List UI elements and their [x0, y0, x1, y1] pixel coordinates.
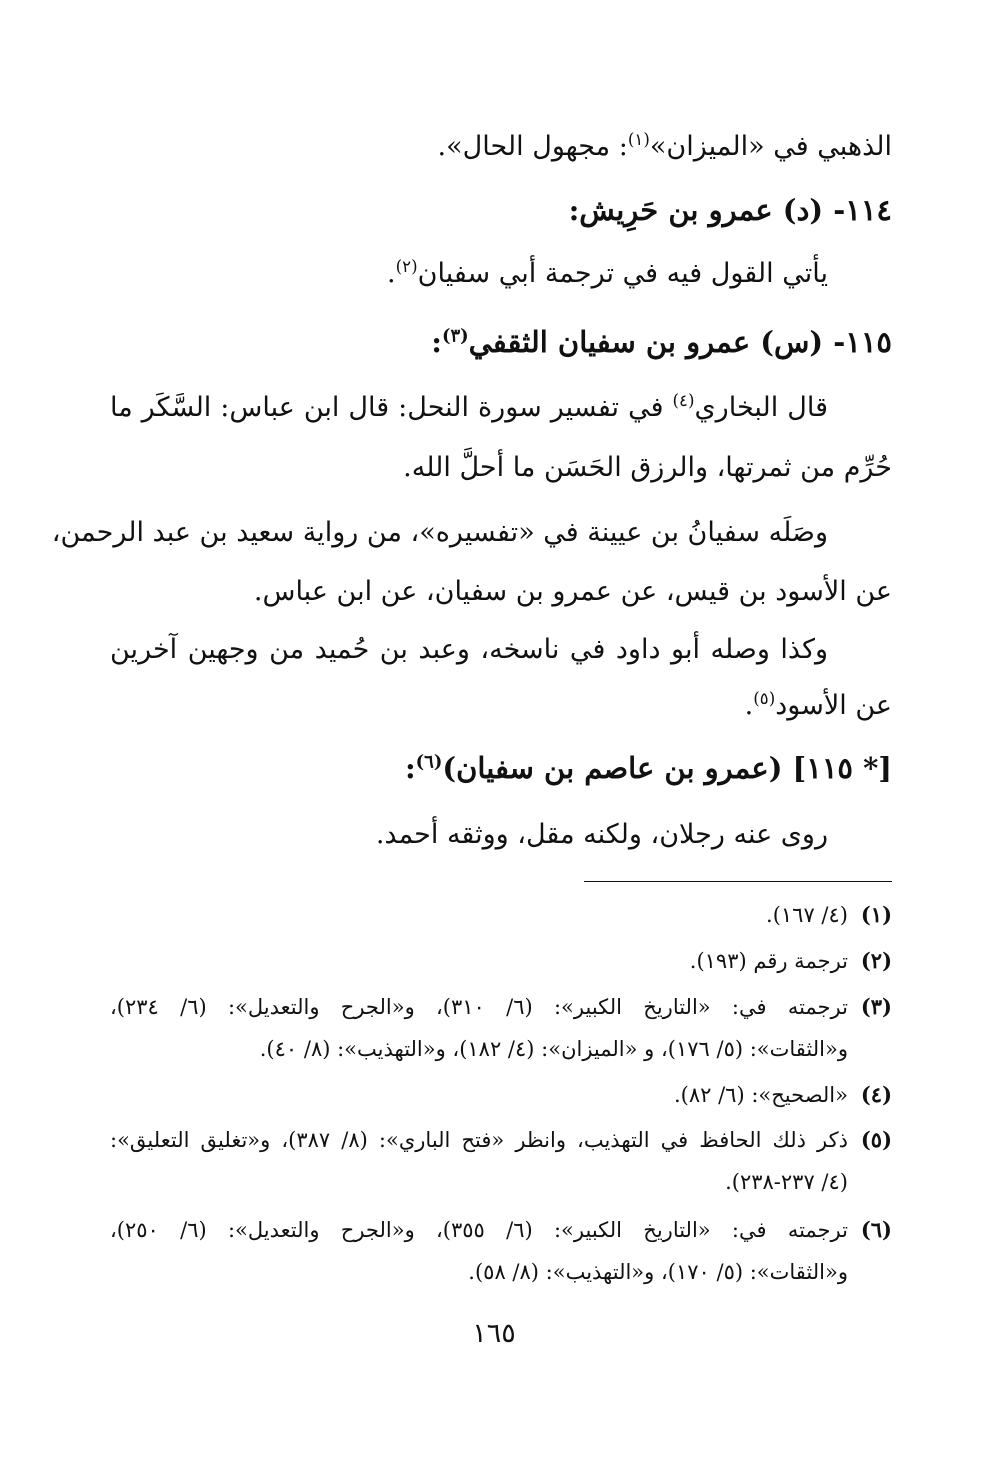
footnote-text: (٤/ ١٦٧).: [766, 903, 848, 927]
text: الذهبي في «الميزان»: [649, 131, 892, 162]
footnote-6: [110, 1214, 892, 1246]
footnote-text: ترجمة رقم (١٩٣).: [689, 949, 848, 973]
footnote-text: و«الثقات»: (٥/ ١٧٠)، و«التهذيب»: (٨/ ٥٨).: [468, 1260, 848, 1284]
entry-heading-115-star: [405, 748, 892, 788]
footnote-text: ذكر ذلك الحافظ في التهذيب، وانظر «فتح الباري»: (٨/ ٣٨٧)، و«تغليق التعليق»:: [110, 1128, 848, 1152]
entry-title: [* ١١٥] (عمرو بن عاصم بن سفيان): [442, 751, 892, 785]
footnote-6-continuation: [468, 1256, 848, 1288]
text: في تفسير سورة النحل: قال ابن عباس: السَّكَر ما: [110, 392, 673, 423]
text: وكذا وصله أبو داود في ناسخه، وعبد بن حُميد من وجهين آخرين: [110, 634, 828, 665]
text-line-12: [376, 815, 828, 855]
footnote-2: [690, 945, 892, 977]
text-line-9: [110, 630, 828, 670]
footnote-5: [110, 1124, 892, 1156]
text: حُرِّم من ثمرتها، والرزق الحَسَن ما أحلَّ الله.: [403, 452, 892, 483]
footnote-3-continuation: [260, 1033, 848, 1065]
footnote-number: (٢): [860, 948, 892, 973]
footnote-number: (٦): [860, 1217, 892, 1242]
footnote-ref-5: (٥): [753, 688, 776, 708]
text: :: [431, 325, 442, 359]
entry-number: ١١٤-: [833, 193, 892, 227]
footnote-number: (١): [860, 902, 892, 927]
footnote-number: (٣): [860, 994, 892, 1019]
footnote-ref-1: (١): [627, 129, 650, 149]
entry-title: (س) عمرو بن سفيان الثقفي: [468, 325, 824, 359]
footnote-text: ترجمته في: «التاريخ الكبير»: (٦/ ٣٥٥)، و«الجرح والتعديل»: (٦/ ٢٥٠)،: [110, 1218, 848, 1242]
page-number: ١٦٥: [472, 1318, 516, 1349]
entry-number: ١١٥-: [833, 325, 892, 359]
text: روى عنه رجلان، ولكنه مقل، ووثقه أحمد.: [375, 819, 828, 850]
footnote-5-continuation: [725, 1166, 848, 1198]
footnote-separator: [584, 881, 892, 882]
text: وصَلَه سفيانُ بن عيينة في «تفسيره»، من رواية سعيد بن عبد الرحمن،: [51, 517, 828, 548]
entry-title: (د) عمرو بن حَرِيش:: [568, 193, 824, 227]
text: يأتي القول فيه في ترجمة أبي سفيان: [417, 258, 828, 289]
footnote-ref-2: (٢): [395, 256, 418, 276]
text: .: [744, 690, 754, 721]
text-line-1: [438, 127, 892, 167]
text: عن الأسود بن قيس، عن عمرو بن سفيان، عن ابن عباس.: [253, 576, 892, 607]
footnote-text: و«الثقات»: (٥/ ١٧٦)، و «الميزان»: (٤/ ١٨٢)، و«التهذيب»: (٨/ ٤٠).: [259, 1037, 848, 1061]
footnote-ref-4: (٤): [672, 390, 695, 410]
footnote-1: [766, 899, 892, 931]
footnote-number: (٥): [860, 1127, 892, 1152]
text: .: [387, 258, 396, 289]
entry-heading-115: [431, 322, 892, 362]
footnote-text: ترجمته في: «التاريخ الكبير»: (٦/ ٣١٠)، و«الجرح والتعديل»: (٦/ ٢٣٤)،: [110, 995, 848, 1019]
text-line-6: [403, 448, 892, 488]
text-line-3: [387, 254, 828, 294]
text-line-7: [51, 513, 828, 553]
footnote-4: [674, 1079, 892, 1111]
text: :: [404, 751, 416, 785]
footnote-text: «الصحيح»: (٦/ ٨٢).: [673, 1083, 848, 1107]
entry-heading-114: [569, 190, 892, 230]
footnote-number: (٤): [860, 1082, 892, 1107]
text-line-8: [254, 572, 892, 612]
text: قال البخاري: [694, 392, 828, 423]
footnote-ref-6: (٦): [415, 751, 443, 773]
footnote-3: [110, 991, 892, 1023]
footnote-ref-3: (٣): [441, 325, 469, 347]
text: عن الأسود: [775, 690, 892, 721]
text: : مجهول الحال».: [437, 131, 628, 162]
text-line-10: [745, 686, 892, 726]
footnote-text: (٤/ ٢٣٧-٢٣٨).: [725, 1170, 848, 1194]
text-line-5: [110, 388, 828, 428]
